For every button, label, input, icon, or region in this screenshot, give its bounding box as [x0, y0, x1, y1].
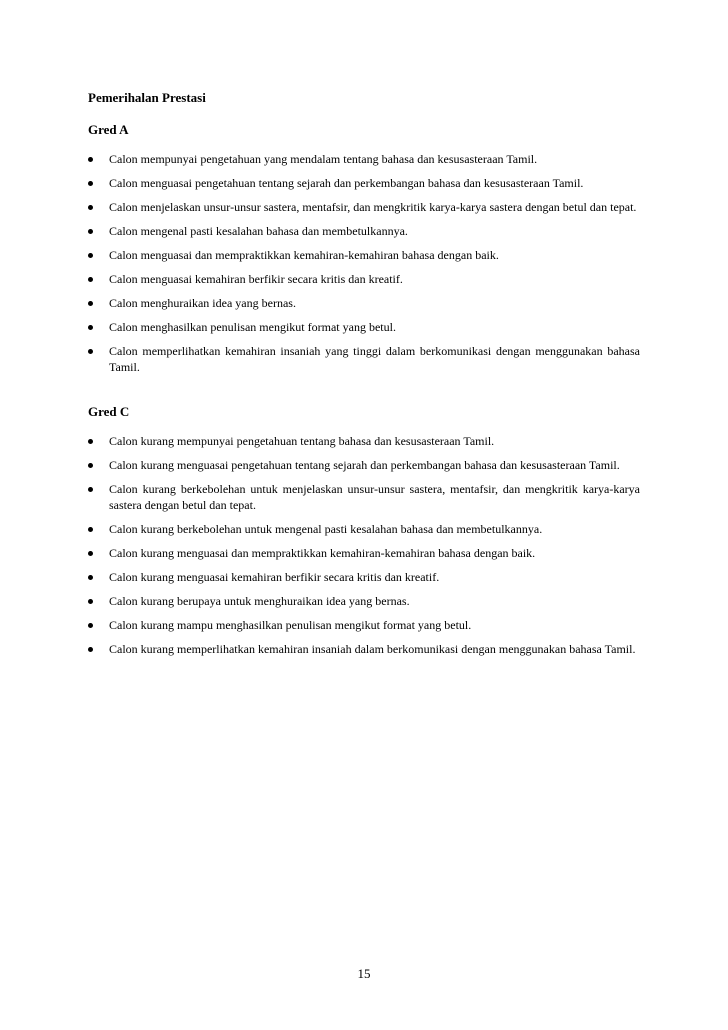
list-item-text: Calon mengenal pasti kesalahan bahasa dan membetulkannya. [109, 224, 408, 238]
section-spacer [88, 383, 640, 404]
list-item-text: Calon kurang berkebolehan untuk mengenal pasti kesalahan bahasa dan membetulkannya. [109, 522, 543, 536]
bullet-icon [88, 575, 93, 580]
bullet-icon [88, 253, 93, 258]
bullet-icon [88, 463, 93, 468]
list-item-text: Calon menguasai kemahiran berfikir secara kritis dan kreatif. [109, 272, 403, 286]
bullet-icon [88, 301, 93, 306]
page-number: 15 [357, 966, 371, 981]
list-item-text: Calon kurang menguasai kemahiran berfikir secara kritis dan kreatif. [109, 570, 440, 584]
list-item [88, 319, 640, 335]
list-item-text: Calon kurang mampu menghasilkan penulisan mengikut format yang betul. [109, 618, 472, 632]
bullet-icon [88, 181, 93, 186]
gred-c-list [88, 433, 640, 657]
list-item [88, 593, 640, 609]
list-item [88, 199, 640, 215]
list-item [88, 457, 640, 473]
list-item [88, 617, 640, 633]
bullet-icon [88, 157, 93, 162]
list-item [88, 569, 640, 585]
bullet-icon [88, 229, 93, 234]
list-item-text: Calon menguasai pengetahuan tentang sejarah dan perkembangan bahasa dan kesusasteraan Tamil. [109, 176, 584, 190]
bullet-icon [88, 551, 93, 556]
list-item-text: Calon menjelaskan unsur-unsur sastera, mentafsir, dan mengkritik karya-karya sastera dengan betul dan tepat. [109, 200, 637, 214]
bullet-icon [88, 527, 93, 532]
bullet-icon [88, 277, 93, 282]
section-heading-gred-c: Gred C [88, 404, 130, 419]
list-item [88, 641, 640, 657]
list-item-text: Calon kurang berkebolehan untuk menjelaskan unsur-unsur sastera, mentafsir, dan mengkritik karya-karya sastera dengan betul dan tepat. [109, 482, 640, 512]
list-item-text: Calon menghasilkan penulisan mengikut format yang betul. [109, 320, 396, 334]
list-item-text: Calon menguasai dan mempraktikkan kemahiran-kemahiran bahasa dengan baik. [109, 248, 499, 262]
gred-a-list [88, 151, 640, 375]
list-item-text: Calon memperlihatkan kemahiran insaniah yang tinggi dalam berkomunikasi dengan menggunakan bahasa Tamil. [109, 344, 640, 374]
list-item-text: Calon kurang berupaya untuk menghuraikan idea yang bernas. [109, 594, 410, 608]
bullet-icon [88, 487, 93, 492]
list-item-text: Calon kurang memperlihatkan kemahiran insaniah dalam berkomunikasi dengan menggunakan bahasa Tamil. [109, 642, 636, 656]
list-item [88, 433, 640, 449]
list-item [88, 175, 640, 191]
section-heading-gred-a: Gred A [88, 122, 129, 137]
bullet-icon [88, 205, 93, 210]
page-title: Pemerihalan Prestasi [88, 90, 206, 105]
bullet-icon [88, 325, 93, 330]
list-item [88, 545, 640, 561]
list-item-text: Calon kurang mempunyai pengetahuan tentang bahasa dan kesusasteraan Tamil. [109, 434, 495, 448]
list-item [88, 247, 640, 263]
list-item [88, 481, 640, 513]
list-item-text: Calon menghuraikan idea yang bernas. [109, 296, 296, 310]
list-item [88, 295, 640, 311]
list-item [88, 271, 640, 287]
bullet-icon [88, 599, 93, 604]
list-item [88, 223, 640, 239]
bullet-icon [88, 647, 93, 652]
list-item-text: Calon kurang menguasai pengetahuan tentang sejarah dan perkembangan bahasa dan kesusasteraan Tamil. [109, 458, 620, 472]
list-item-text: Calon kurang menguasai dan mempraktikkan kemahiran-kemahiran bahasa dengan baik. [109, 546, 536, 560]
list-item-text: Calon mempunyai pengetahuan yang mendalam tentang bahasa dan kesusasteraan Tamil. [109, 152, 538, 166]
bullet-icon [88, 623, 93, 628]
list-item [88, 343, 640, 375]
list-item [88, 151, 640, 167]
list-item [88, 521, 640, 537]
page-content [88, 90, 640, 665]
bullet-icon [88, 439, 93, 444]
bullet-icon [88, 349, 93, 354]
